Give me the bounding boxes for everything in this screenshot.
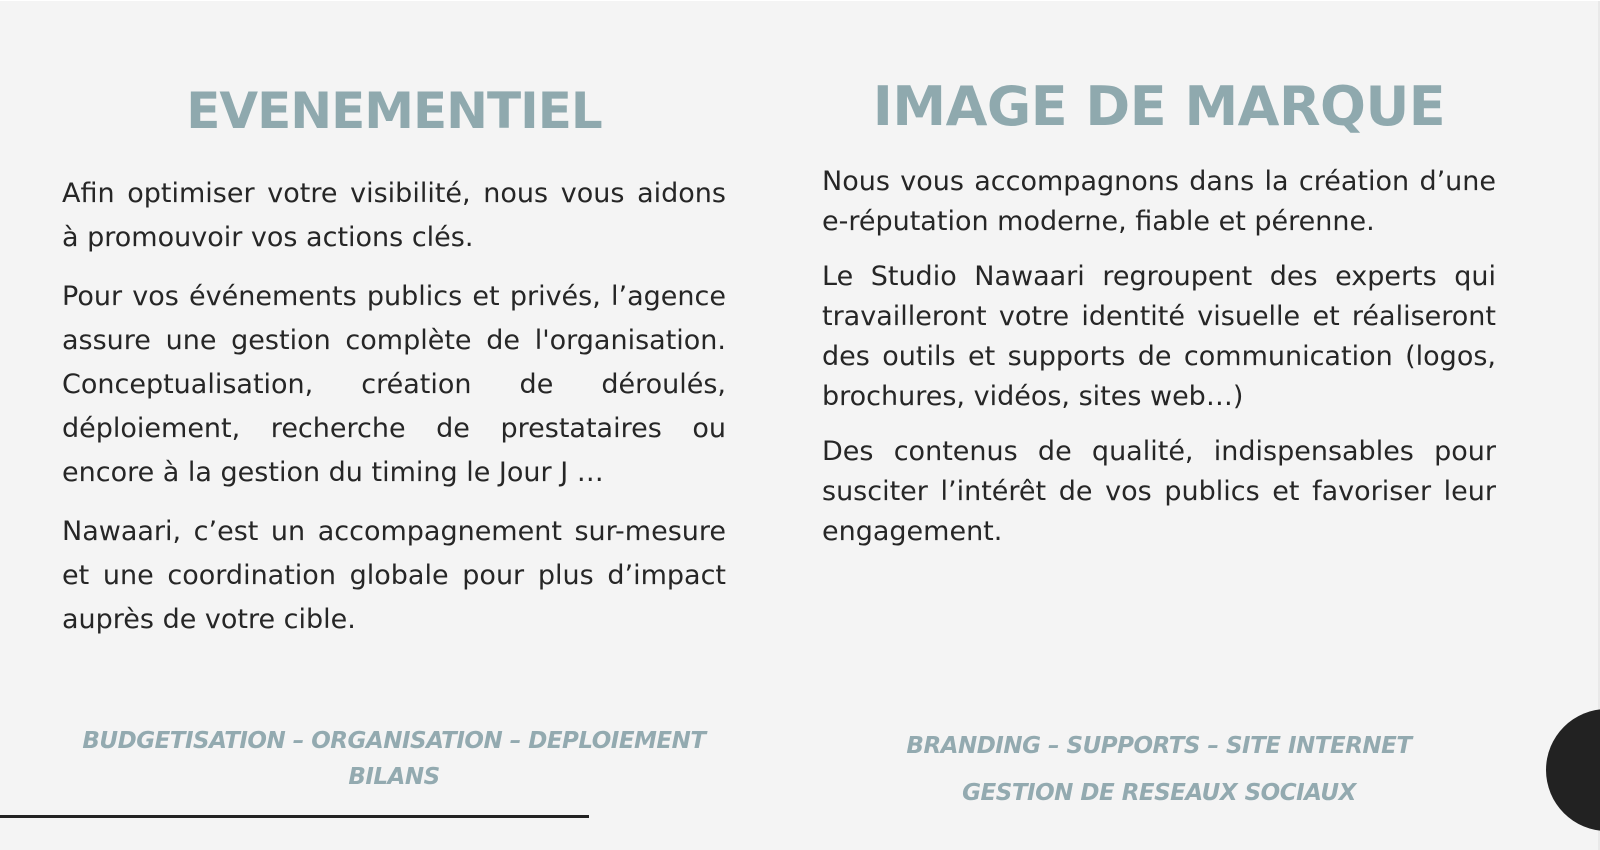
paragraph: Nawaari, c’est un accompagnement sur-mesure et une coordination globale pour plus d’impact auprès de votre cible. [62, 516, 726, 635]
paragraph: Nous vous accompagnons dans la création d’une e-réputation moderne, fiable et pérenne. [822, 166, 1496, 237]
column-evenementiel [62, 172, 726, 642]
paragraph: Afin optimiser votre visibilité, nous vous aidons à promouvoir vos actions clés. [62, 178, 726, 253]
bottom-divider-line [0, 815, 589, 818]
paragraph: Le Studio Nawaari regroupent des experts qui travailleront votre identité visuelle et réaliseront des outils et supports de communication (logos, brochures, vidéos, sites web…) [822, 261, 1496, 412]
tagline-line: GESTION DE RESEAUX SOCIAUX [962, 780, 1356, 806]
tagline-line: BRANDING – SUPPORTS – SITE INTERNET [906, 733, 1412, 759]
decorative-circle [1546, 709, 1600, 831]
paragraph: Pour vos événements publics et privés, l’agence assure une gestion complète de l'organisation. Conceptualisation, création de déroulés, déploiement, recherche de prestataires ou encore à la gestion du timing le Jour J … [62, 281, 726, 488]
section-heading-image-de-marque: IMAGE DE MARQUE [872, 75, 1446, 138]
tagline-line: BUDGETISATION – ORGANISATION – DEPLOIEMENT [82, 728, 706, 754]
tagline-evenementiel [62, 723, 726, 795]
tagline-image-de-marque [822, 723, 1496, 817]
section-heading-evenementiel: EVENEMENTIEL [186, 82, 602, 140]
tagline-line: BILANS [348, 764, 440, 790]
paragraph: Des contenus de qualité, indispensables pour susciter l’intérêt de vos publics et favoriser leur engagement. [822, 436, 1496, 547]
column-image-de-marque [822, 162, 1496, 552]
slide [0, 1, 1600, 850]
